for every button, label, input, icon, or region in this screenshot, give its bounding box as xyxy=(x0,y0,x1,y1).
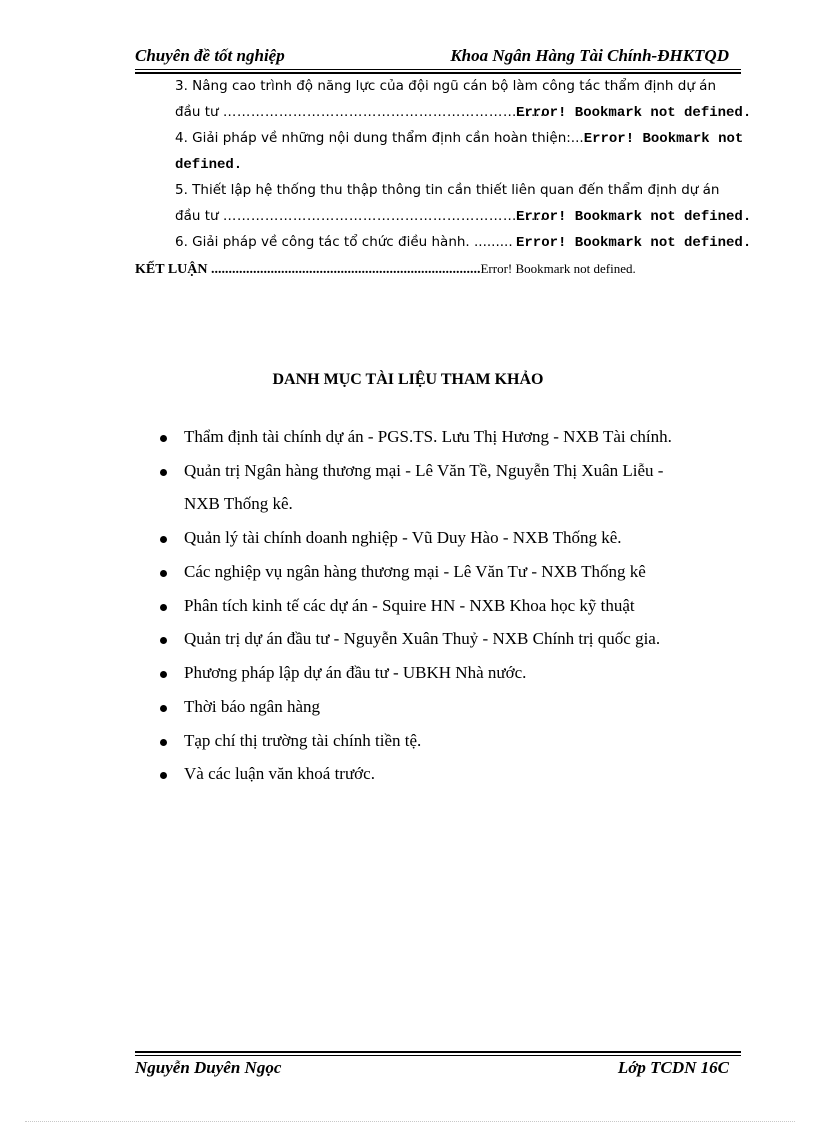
toc-item-3-line2: đầu tư …………………………………………………………… xyxy=(175,104,545,120)
bib-item: Quản trị dự án đầu tư - Nguyễn Xuân Thuỷ - NXB Chính trị quốc gia. xyxy=(184,629,661,648)
page-boundary xyxy=(25,1121,795,1122)
bullet-icon xyxy=(160,739,167,746)
bullet-icon xyxy=(160,536,167,543)
bib-item: Các nghiệp vụ ngân hàng thương mại - Lê Văn Tư - NXB Thống kê xyxy=(184,562,646,581)
toc-item-5-ref[interactable]: Error! Bookmark not defined. xyxy=(516,209,752,225)
toc-item-4-ref[interactable]: Error! Bookmark not xyxy=(583,131,744,147)
bib-item: Thẩm định tài chính dự án - PGS.TS. Lưu Thị Hương - NXB Tài chính. xyxy=(184,427,672,446)
bullet-icon xyxy=(160,435,167,442)
toc-item-6-ref[interactable]: Error! Bookmark not defined. xyxy=(516,235,752,251)
header-right: Khoa Ngân Hàng Tài Chính-ĐHKTQD xyxy=(450,46,729,65)
bib-item: Phân tích kinh tế các dự án - Squire HN - NXB Khoa học kỹ thuật xyxy=(184,596,635,615)
toc-item-3-ref[interactable]: Error! Bookmark not defined. xyxy=(516,105,752,121)
toc-item-3-line1: 3. Nâng cao trình độ năng lực của đội ngũ cán bộ làm công tác thẩm định dự án xyxy=(175,78,717,94)
bib-item: Phương pháp lập dự án đầu tư - UBKH Nhà nước. xyxy=(184,663,527,682)
bibliography-title: DANH MỤC TÀI LIỆU THAM KHẢO xyxy=(272,371,544,388)
bullet-icon xyxy=(160,671,167,678)
bullet-icon xyxy=(160,705,167,712)
footer-rule-thin xyxy=(135,1055,741,1056)
bib-item: Quản lý tài chính doanh nghiệp - Vũ Duy Hào - NXB Thống kê. xyxy=(184,528,622,547)
header-rule-thick xyxy=(135,72,741,74)
bib-item: Thời báo ngân hàng xyxy=(184,697,320,716)
header-left: Chuyên đề tốt nghiệp xyxy=(135,46,285,65)
toc-item-6: 6. Giải pháp về công tác tổ chức điều hành. ......... xyxy=(175,234,513,250)
bullet-icon xyxy=(160,570,167,577)
bullet-icon xyxy=(160,772,167,779)
toc-item-4-ref-cont[interactable]: defined. xyxy=(175,157,243,173)
toc-item-4-line1: 4. Giải pháp về những nội dung thẩm định cần hoàn thiện:...Error! Bookmark not xyxy=(175,130,744,147)
footer-rule-thick xyxy=(135,1051,741,1053)
footer-left: Nguyễn Duyên Ngọc xyxy=(135,1058,282,1077)
bib-item: Quản trị Ngân hàng thương mại - Lê Văn Tề, Nguyễn Thị Xuân Liễu - xyxy=(184,461,664,480)
bullet-icon xyxy=(160,637,167,644)
header-rule-thin xyxy=(135,69,741,70)
toc-item-5-line1: 5. Thiết lập hệ thống thu thập thông tin cần thiết liên quan đến thẩm định dự án xyxy=(175,182,720,198)
bib-item-continued: NXB Thống kê. xyxy=(184,494,293,513)
toc-item-5-line2: đầu tư …………………………………………………………… xyxy=(175,208,545,224)
bib-item: Tạp chí thị trường tài chính tiền tệ. xyxy=(184,731,422,750)
bullet-icon xyxy=(160,604,167,611)
footer-right: Lớp TCDN 16C xyxy=(617,1058,729,1077)
bib-item: Và các luận văn khoá trước. xyxy=(184,764,375,783)
page-header xyxy=(135,46,741,68)
toc-conclusion[interactable]: KẾT LUẬN .............................................................................Error! Bookmark not defined. xyxy=(135,261,636,277)
bullet-icon xyxy=(160,469,167,476)
